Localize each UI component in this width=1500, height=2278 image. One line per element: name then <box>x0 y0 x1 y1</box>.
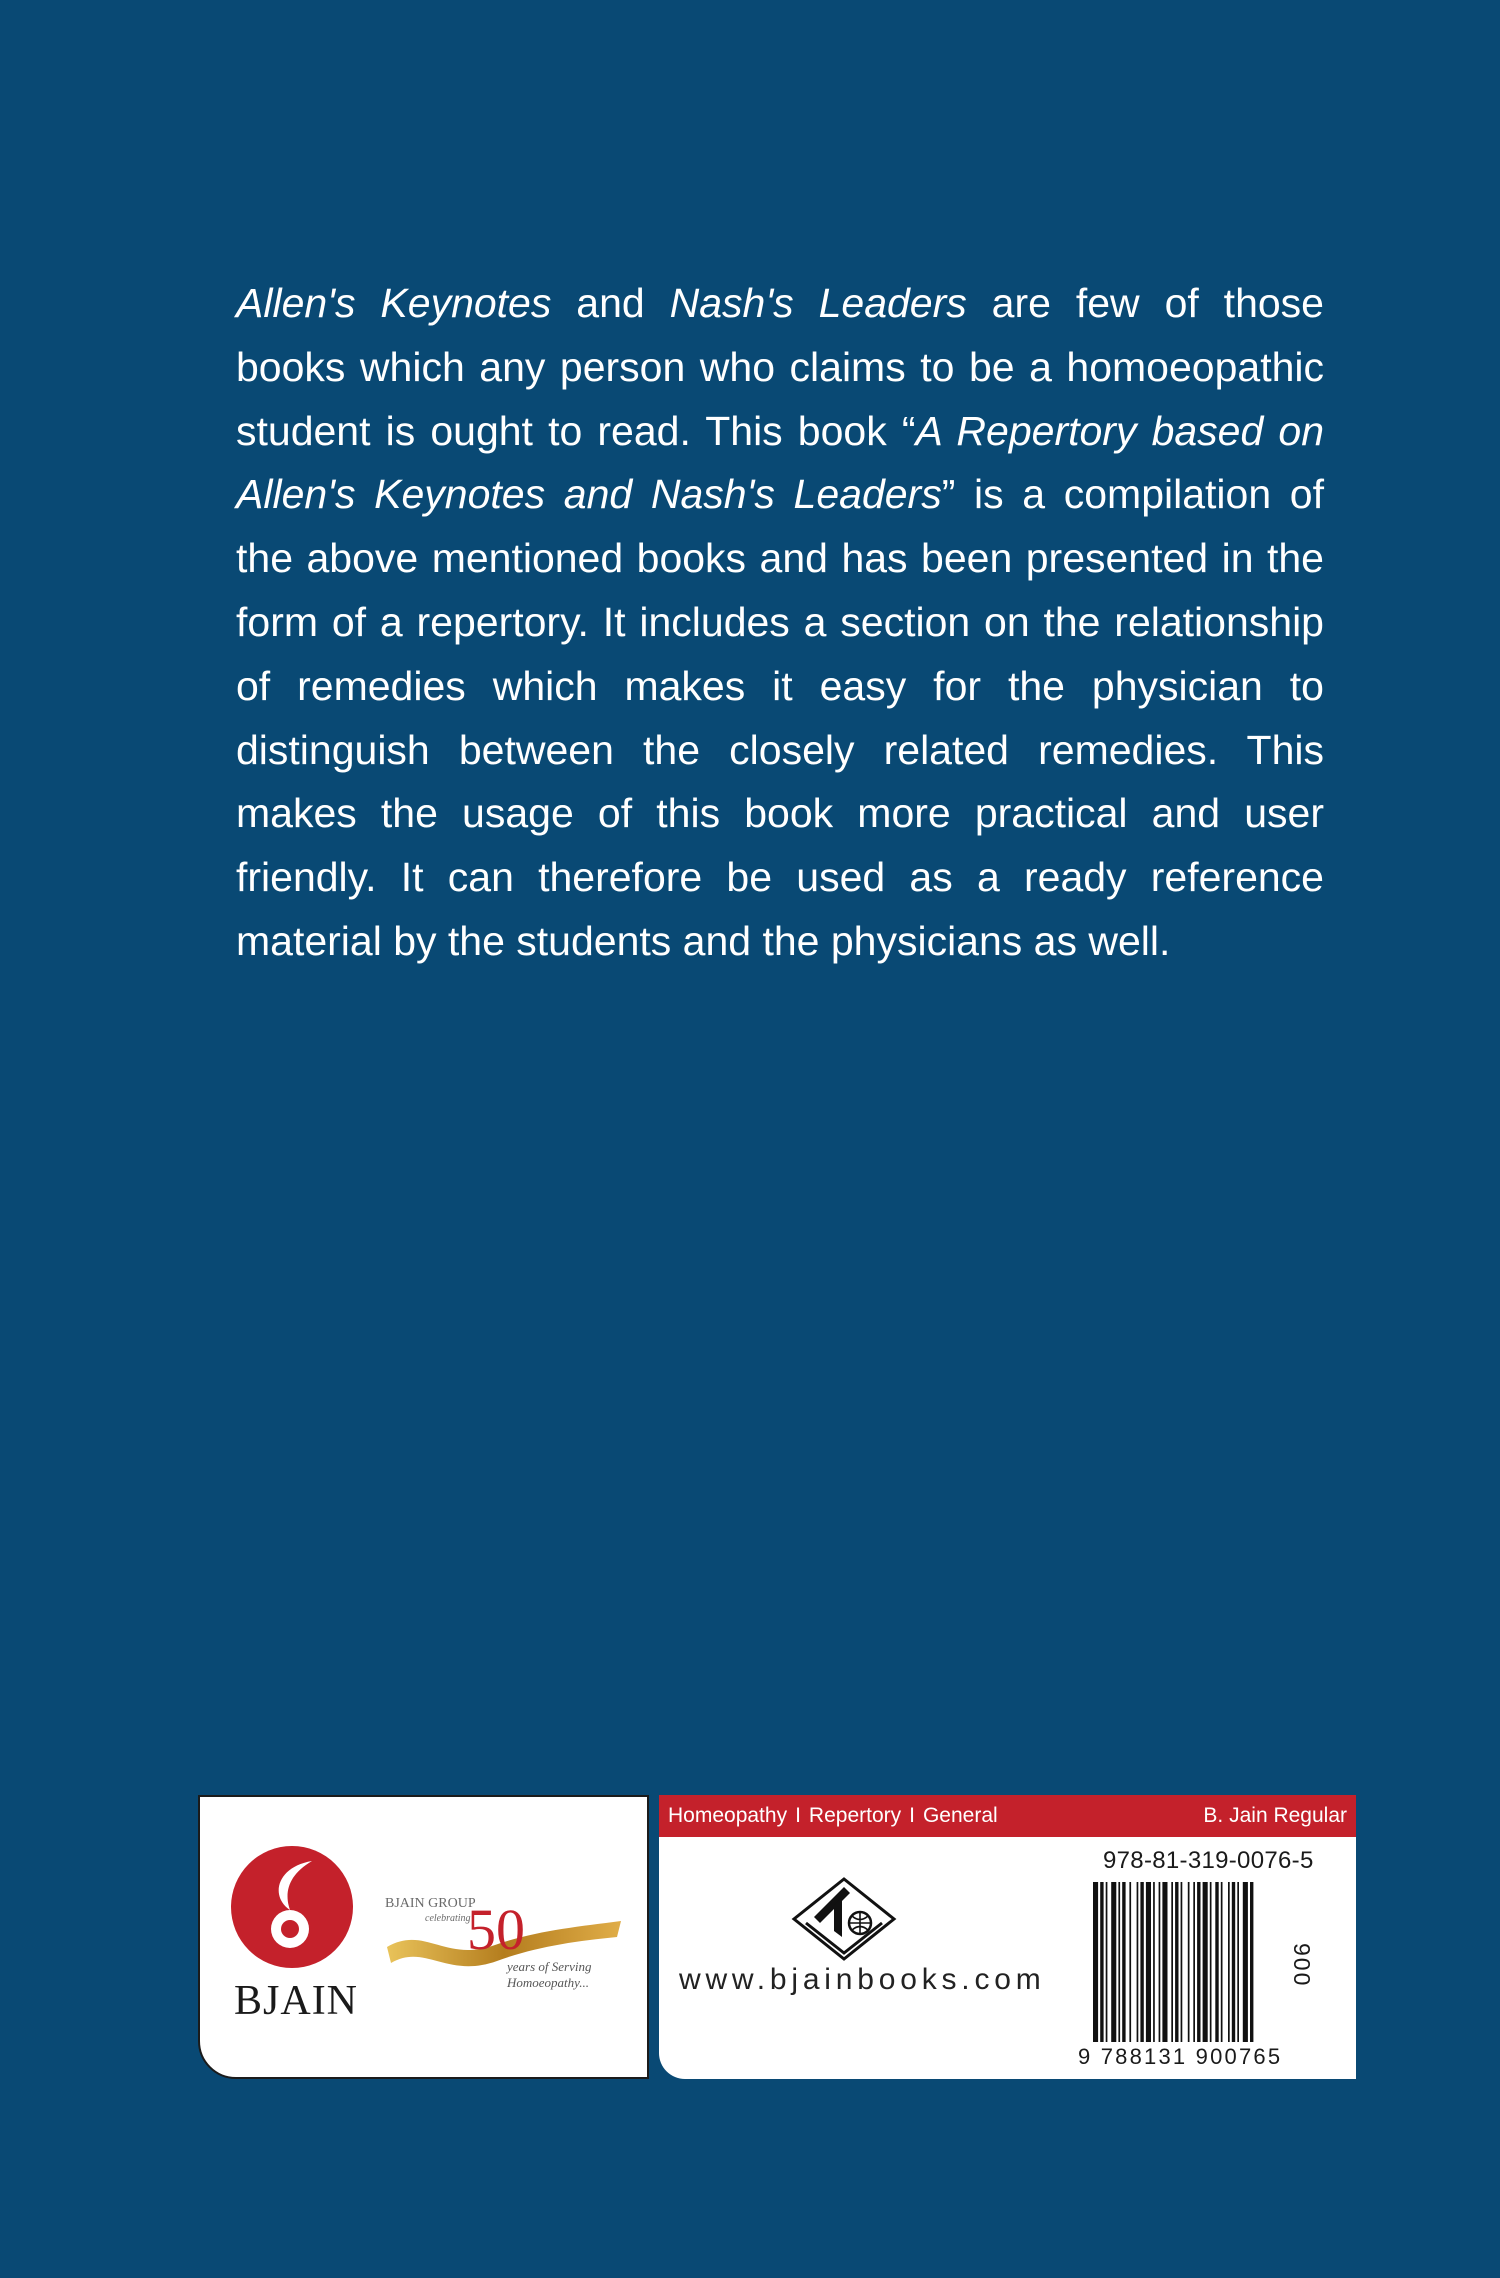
bjain-logo-icon <box>230 1845 354 1969</box>
barcode-bar <box>1093 1882 1098 2042</box>
barcode-bar <box>1243 1882 1248 2042</box>
barcode-bar <box>1210 1882 1212 2042</box>
info-panel <box>659 1795 1356 2079</box>
category-repertory: Repertory <box>808 1804 902 1827</box>
barcode-bar <box>1228 1882 1230 2042</box>
barcode-bar <box>1197 1882 1200 2042</box>
publisher-panel <box>198 1795 649 2079</box>
barcode-bar <box>1153 1882 1155 2042</box>
barcode-bar <box>1100 1882 1103 2042</box>
blurb-paragraph <box>236 272 1324 974</box>
barcode-bar <box>1171 1882 1173 2042</box>
barcode-bar <box>1250 1882 1253 2042</box>
barcode-bar <box>1215 1882 1218 2042</box>
blurb-book-title: A Repertory based on Allen's Keynotes and Nash's Leaders <box>236 407 1325 518</box>
barcode-bar <box>1162 1882 1167 2042</box>
barcode-bar <box>1129 1882 1131 2042</box>
barcode-bar <box>1122 1882 1125 2042</box>
barcode-bar <box>1203 1882 1208 2042</box>
price-code: 900 <box>1289 1943 1315 1988</box>
barcode-icon <box>1091 1882 1301 2044</box>
book-globe-icon <box>790 1875 898 1961</box>
bjain-group-label: BJAIN GROUP <box>385 1896 476 1911</box>
category-list <box>668 1804 998 1828</box>
category-bar <box>659 1795 1356 1837</box>
series-label: B. Jain Regular <box>1203 1804 1347 1827</box>
blurb-title-allen: Allen's Keynotes <box>236 280 552 326</box>
fifty-years-emblem <box>385 1885 623 1993</box>
barcode-bar <box>1159 1882 1161 2042</box>
barcode-bar <box>1193 1882 1195 2042</box>
barcode-bar <box>1188 1882 1190 2042</box>
barcode-bar <box>1237 1882 1239 2042</box>
barcode-bar <box>1140 1882 1143 2042</box>
blurb-text: ” is a compilation of the above mentioned books and has been presented in the form of a repertory. It includes a section on the relationship of remedies which makes it easy for the physician to distinguish between the closely related remedies. This makes the usage of this book more practical and user friendly. It can therefore be used as a ready reference material by the students and the physicians as well. <box>236 471 1324 964</box>
barcode-bar <box>1111 1882 1116 2042</box>
isbn-number: 978-81-319-0076-5 <box>1103 1847 1314 1874</box>
celebrating-label: celebrating <box>425 1913 471 1924</box>
category-general: General <box>922 1804 998 1827</box>
blurb-title-nash: Nash's Leaders <box>669 280 967 326</box>
back-cover-blurb <box>236 272 1324 974</box>
barcode-bar <box>1175 1882 1178 2042</box>
category-homeopathy: Homeopathy <box>668 1804 788 1827</box>
barcode-digits: 9 788131 900765 <box>1078 2044 1283 2069</box>
barcode-bar <box>1118 1882 1120 2042</box>
barcode-bar <box>1181 1882 1183 2042</box>
blurb-text: and <box>551 280 670 326</box>
barcode-bar <box>1221 1882 1223 2042</box>
barcode-bar <box>1146 1882 1151 2042</box>
category-separator: I <box>909 1804 915 1827</box>
category-separator: I <box>795 1804 801 1827</box>
tagline-line-2: Homoeopathy... <box>507 1975 589 1990</box>
website-url: www.bjainbooks.com <box>679 1963 1046 1996</box>
barcode-bar <box>1232 1882 1235 2042</box>
barcode-bar <box>1106 1882 1108 2042</box>
bjain-wordmark: BJAIN <box>234 1978 359 2024</box>
blurb-text: are few of those books which any person who claims to be a homoeopathic student is ought to read. This book “ <box>236 280 1324 454</box>
tagline-line-1: years of Serving <box>507 1959 592 1974</box>
barcode-bar <box>1137 1882 1139 2042</box>
fifty-number: 50 <box>467 1897 525 1962</box>
